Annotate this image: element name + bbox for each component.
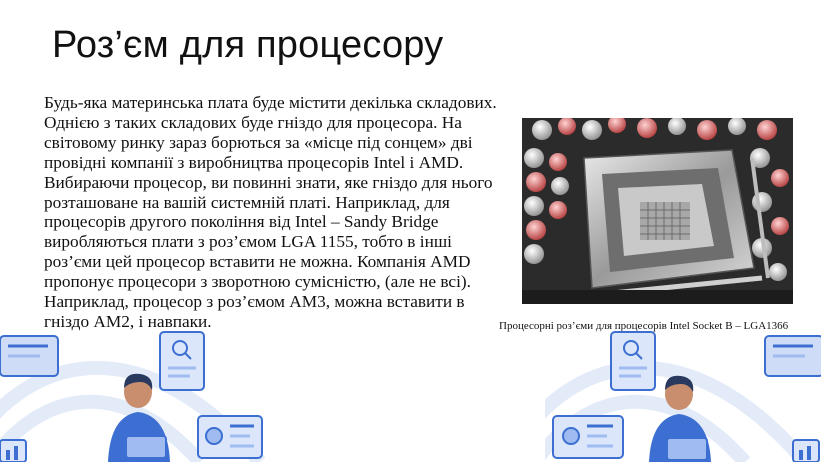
mini-chart-icon: [793, 440, 819, 462]
body-line: світовому ринку зараз борються за «місце під сонцем» дві: [44, 132, 473, 152]
document-card-icon: [0, 336, 58, 376]
decor-illustration-left: [0, 312, 300, 462]
slide-title: Роз’єм для процесору: [52, 24, 444, 66]
body-line: Будь-яка материнська плата буде містити декілька складових.: [44, 93, 497, 112]
image-caption: Процесорні роз’єми для процесорів Intel Socket B – LGA1366: [499, 320, 789, 332]
body-line: виробляються плати з роз’ємом LGA 1155, тобто в інші: [44, 232, 452, 252]
decor-people-icon: [0, 312, 300, 462]
document-card-icon: [765, 336, 821, 376]
body-line: Вибираючи процесор, ви повинні знати, яке гніздо для нього: [44, 172, 493, 192]
mini-chart-icon: [0, 440, 26, 462]
body-line: Наприклад, процесор з роз’ємом AM3, можна вставити в: [44, 292, 465, 312]
decor-people-icon: [545, 312, 821, 462]
chart-card-icon: [198, 416, 262, 458]
body-line: процесорів другого покоління від Intel – Sandy Bridge: [44, 212, 439, 232]
body-line: розташоване на вашій системній платі. Наприклад, для: [44, 192, 450, 212]
document-search-icon: [611, 332, 655, 390]
cpu-socket-photo: [522, 118, 793, 304]
body-line: роз’єми цей процесор вставити не можна. Компанія AMD: [44, 252, 471, 272]
slide-body-text: [44, 93, 514, 332]
chart-card-icon: [553, 416, 623, 458]
cpu-socket-illustration: [522, 118, 793, 304]
body-line: провідні компанії з виробництва процесорів Intel і AMD.: [44, 152, 464, 172]
body-line: пропонує процесори з зворотною сумісністю, (але не всі).: [44, 272, 471, 292]
decor-illustration-right: [545, 312, 821, 462]
body-line: Однією з таких складових буде гніздо для процесора. На: [44, 112, 462, 132]
body-line: гніздо AM2, і навпаки.: [44, 311, 212, 331]
document-search-icon: [160, 332, 204, 390]
